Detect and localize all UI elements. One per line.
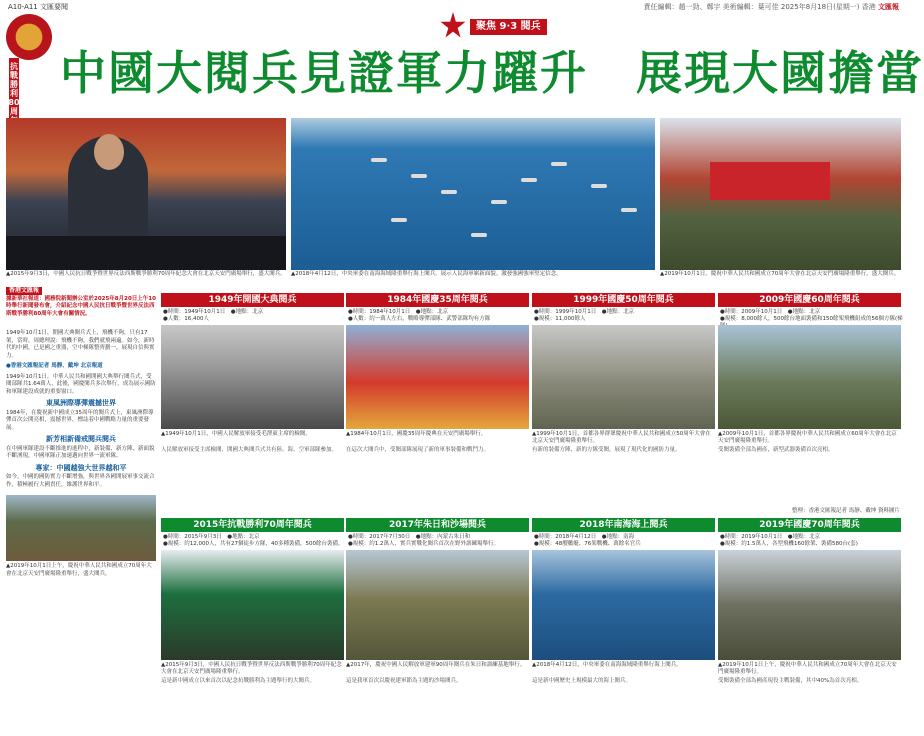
info-scale: ●規模：約12,000人，共有27個徒步方隊，40多種裝備，500餘台裝備。: [163, 541, 344, 547]
section-title: 1999年國慶50周年閱兵: [532, 293, 715, 307]
source-tag: 香港文匯報: [6, 287, 42, 295]
credit-line: 整理：香港文匯報記者 馬靜、戴坤 資料圖片: [792, 508, 900, 514]
body-paragraph: 受閱裝備全部為國產，新型武器裝備首次亮相。: [718, 447, 834, 453]
parade-photo: [718, 325, 901, 429]
topic-label: 聚焦 9·3 閱兵: [470, 19, 547, 35]
photo-caption: ▲1984年10月1日，國慶35周年慶典在天安門廣場舉行。: [346, 431, 487, 437]
photo-caption: ▲1949年10月1日，中國人民解放軍接受毛澤東主席的檢閱。: [161, 431, 311, 437]
info-time: ●時間：2018年4月12日 ●地點：南海: [534, 534, 635, 540]
info-scale: ●規模：8,000餘人，500餘台地面裝備和150餘架飛機組成的56個方隊(梯: [720, 316, 903, 322]
photo-caption: ▲2009年10月1日，首都各界慶祝中華人民共和國成立60周年大會在北京天安門廣場隆重舉行。: [718, 431, 897, 444]
info-scale: ●規模：48艘艦艇、76架戰機、萬餘名官兵: [534, 541, 641, 547]
info-time: ●時間：1999年10月1日 ●地點：北京: [534, 309, 635, 315]
info-scale: ●人數：約一萬人左右，戰略導彈部隊、武警部隊均有方隊: [348, 316, 491, 322]
header-meta: 責任編輯：趙一勁、鄭宇 美術編輯：葉可佳 2025年8月18日(星期一) 香港 文匯報: [643, 2, 899, 11]
body-paragraph: 1984年，在慶祝新中國成立35周年的閱兵式上，東風洲際導彈首次公開亮相，震撼世界，標誌着中國戰略力量的重要發展。: [6, 409, 154, 431]
parade-photo: [532, 325, 715, 429]
body-paragraph: 1949年10月1日，開國大典閱兵式上，飛機不夠，只有17架，當時，周總理說：飛機不夠，我們就飛兩遍。如今，新時代的中國，已是國之重器，空中梯隊整齊劃一，展現自信與實力。: [6, 330, 155, 359]
photo-caption: ▲2018年4月12日，中央軍委在南海海域隆重舉行海上閱兵。: [532, 662, 682, 668]
lead-paragraph: 據新華社報道：國務院新聞辦公室於2025年8月20日上午10時舉行新聞發布會，介紹紀念中國人民抗日戰爭暨世界反法西斯戰爭勝利80周年大會有關情況。: [6, 295, 156, 317]
section-title: 1949年開國大典閱兵: [161, 293, 344, 307]
info-scale: ●規模：約1.5萬人，各型飛機160餘架、裝備580台(套): [720, 541, 858, 547]
photo-caption: ▲2019年10月1日，慶祝中華人民共和國成立70周年大會在北京天安門廣場隆重舉行，盛大閱兵。: [660, 271, 900, 277]
body-paragraph: 人民解放軍接受主席檢閱，開國大典閱兵式共有陸、海、空軍部隊參加。: [161, 447, 338, 453]
body-paragraph: 這是新中國成立以來首次以紀念抗戰勝利為主題舉行的大閱兵。: [161, 678, 316, 684]
body-paragraph: 在這次大閱兵中，受閱部隊展現了新的軍事裝備和戰鬥力。: [346, 447, 490, 453]
sidebar-article: [6, 287, 156, 733]
section-title: 2009年國慶60周年閱兵: [718, 293, 901, 307]
photo-caption: ▲2015年9月3日，中國人民抗日戰爭暨世界反法西斯戰爭勝利70周年紀念大會在北京天安門廣場舉行，盛大閱兵。: [6, 271, 286, 277]
author-line: ●香港文匯報記者 馬靜、戴坤 北京報道: [6, 363, 103, 369]
photo-naval-review: [291, 118, 655, 270]
body-paragraph: 如今，中國的國防實力不斷增強，與世界各國開展軍事交流合作，積極履行大國責任，維護世界和平。: [6, 474, 155, 488]
body-paragraph: 1949年10月1日，中華人民共和國開國大典舉行閱兵式，受閱部隊共1.64萬人，此後，國慶閱兵多次舉行，成為展示國防和軍隊建設成就的重要窗口。: [6, 373, 156, 395]
photo-2019-parade: [660, 118, 901, 270]
anniversary-seal-icon: [6, 14, 52, 60]
brand-logo: 文匯報: [878, 2, 899, 11]
photo-caption: ▲2019年10月1日上午，慶祝中華人民共和國成立70周年大會在北京天安門廣場隆重舉行。: [718, 662, 897, 675]
parade-photo: [161, 325, 344, 429]
photo-marching-soldiers: [6, 495, 156, 561]
info-time: ●時間：2009年10月1日 ●地點：北京: [720, 309, 821, 315]
photo-caption: ▲2015年9月3日，中國人民抗日戰爭暨世界反法西斯戰爭勝利70周年紀念大會在北京天安門廣場隆重舉行。: [161, 662, 342, 675]
parade-photo: [346, 550, 529, 660]
body-paragraph: 這是新中國歷史上規模最大的海上閱兵。: [532, 678, 632, 684]
info-scale: ●人數：16,400人: [163, 316, 210, 322]
body-paragraph: 在中國軍隊建設不斷推進的進程中，新裝備、新方陣、新面貌不斷湧現，中國軍隊正加速邁向世界一流軍隊。: [6, 445, 155, 459]
section-title: 1984年國慶35周年閱兵: [346, 293, 529, 307]
photo-xi-review: [6, 118, 286, 270]
star-icon: [440, 12, 466, 40]
info-time: ●時間：1949年10月1日 ●地點：北京: [163, 309, 264, 315]
photo-caption: ▲2018年4月12日，中央軍委在南海海域隆重舉行海上閱兵。展示人民海軍嶄新面貌。激發強國強軍堅定信念。: [291, 271, 562, 277]
photo-caption: ▲2017年，慶祝中國人民解放軍建軍90周年閱兵在朱日和訓練基地舉行。: [346, 662, 526, 668]
photo-caption: ▲2019年10月1日上午，慶祝中華人民共和國成立70周年大會在北京天安門廣場隆重舉行，盛大閱兵。: [6, 563, 152, 577]
info-time: ●時間：2015年9月3日 ●地點：北京: [163, 534, 260, 540]
section-title: 2018年南海海上閱兵: [532, 518, 715, 532]
ribbon-text: 抗戰勝利80周: [8, 62, 20, 116]
section-title: 2017年朱日和沙場閱兵: [346, 518, 529, 532]
parade-photo: [532, 550, 715, 660]
body-paragraph: 這是我軍首次以慶祝建軍節為主題的沙場閱兵。: [346, 678, 462, 684]
photo-caption: ▲1999年10月1日，首都各界群眾慶祝中華人民共和國成立50周年大會在北京天安門廣場隆重舉行。: [532, 431, 711, 444]
parade-photo: [346, 325, 529, 429]
info-time: ●時間：1984年10月1日 ●地點：北京: [348, 309, 449, 315]
section-title: 2019年國慶70周年閱兵: [718, 518, 901, 532]
subheading: 新芳相新備戒閱兵閱兵: [46, 435, 116, 443]
body-paragraph: 有新的裝備方陣、新的方隊受閱，展現了現代化的國防力量。: [532, 447, 681, 453]
info-scale: ●規模：11,000餘人: [534, 316, 586, 322]
parade-photo: [161, 550, 344, 660]
topic-banner: [440, 12, 552, 40]
info-time: ●時間：2019年10月1日 ●地點：北京: [720, 534, 821, 540]
page-title: 中國大閱兵見證軍力躍升 展現大國擔當: [60, 46, 924, 100]
page-number: A10-A11 文匯要聞: [8, 3, 68, 11]
section-title: 2015年抗戰勝利70周年閱兵: [161, 518, 344, 532]
subheading: 專家：中國越強大世界越和平: [35, 463, 127, 472]
body-paragraph: 受閱裝備全部為國產現役主戰裝備，其中40%為首次亮相。: [718, 678, 863, 684]
info-scale: ●規模：約1.2萬人，實兵實戰化閱兵首次在野外訓練場舉行。: [348, 541, 500, 547]
subheading: 東風洲際導彈震撼世界: [46, 399, 116, 407]
info-time: ●時間：2017年7月30日 ●地點：內蒙古朱日和: [348, 534, 471, 540]
parade-photo: [718, 550, 901, 660]
